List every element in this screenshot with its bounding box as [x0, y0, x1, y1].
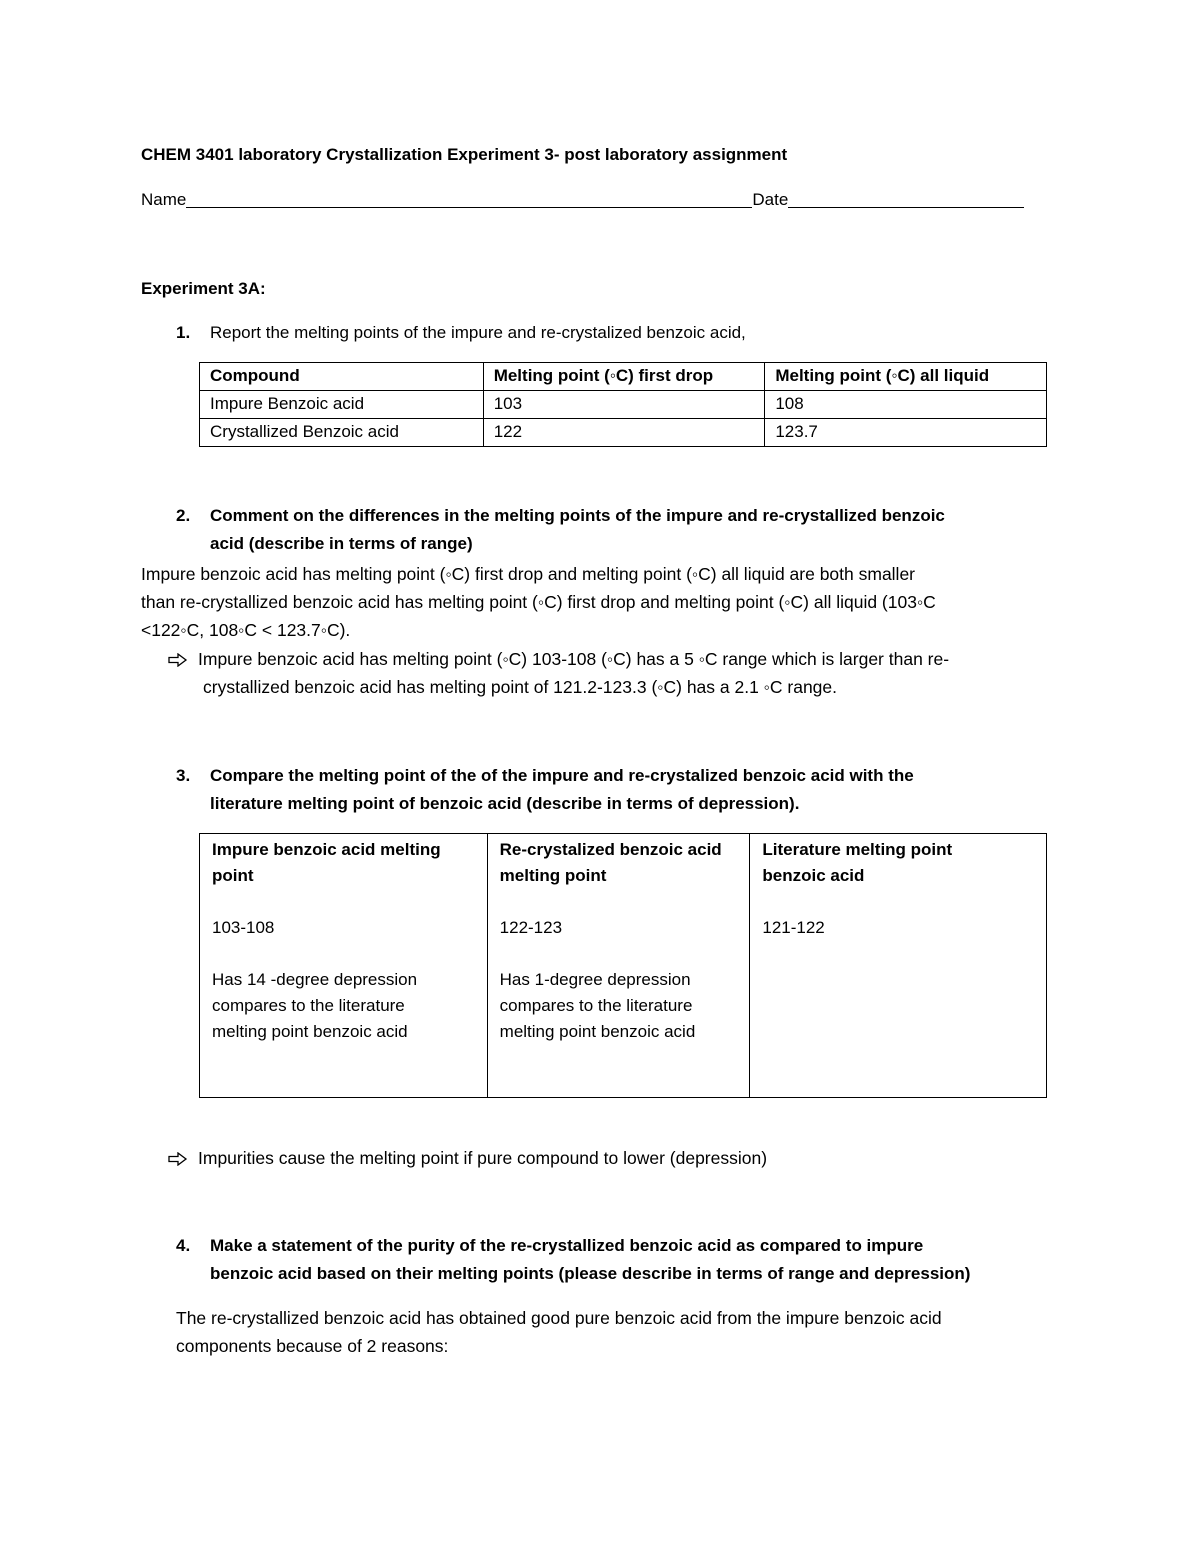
answer-line: Impure benzoic acid has melting point (◦C) first drop and melting point (◦C) all liquid are both smaller	[141, 564, 916, 584]
question-1	[176, 323, 746, 343]
table-cell-recrystalized	[487, 834, 750, 1098]
question-text-continued: literature melting point of benzoic acid (describe in terms of depression).	[210, 794, 800, 813]
arrow-bullet-icon	[168, 1144, 198, 1172]
bullet-text: Impure benzoic acid has melting point (◦C) 103-108 (◦C) has a 5 ◦C range which is larger than re-	[198, 649, 950, 669]
table-header-row	[200, 363, 1047, 391]
cell-header: melting point	[499, 866, 607, 885]
question-4	[176, 1236, 923, 1256]
bullet-item	[168, 645, 949, 673]
question-number: 2.	[176, 506, 191, 525]
question-2	[176, 506, 945, 526]
table-row	[200, 391, 1047, 419]
cell-header: point	[212, 866, 254, 885]
question-text: Compare the melting point of the of the impure and re-crystalized benzoic acid with the	[210, 766, 914, 785]
table-header-cell: Melting point (◦C) first drop	[483, 363, 765, 391]
question-number: 1.	[176, 323, 191, 342]
answer-line: <122◦C, 108◦C < 123.7◦C).	[141, 620, 351, 640]
cell-value: 103-108	[212, 918, 275, 937]
date-field[interactable]	[788, 189, 1024, 208]
date-label: Date	[752, 190, 789, 209]
table-header-cell: Melting point (◦C) all liquid	[765, 363, 1047, 391]
table-cell: 108	[765, 391, 1047, 419]
table-cell: Crystallized Benzoic acid	[200, 419, 484, 447]
page-title: CHEM 3401 laboratory Crystallization Experiment 3- post laboratory assignment	[141, 145, 788, 164]
question-number: 4.	[176, 1236, 191, 1255]
cell-value: 122-123	[499, 918, 563, 937]
table-row	[200, 419, 1047, 447]
cell-note: Has 14 -degree depression	[212, 970, 418, 989]
cell-note: compares to the literature	[212, 996, 405, 1015]
cell-note: melting point benzoic acid	[212, 1022, 408, 1041]
answer-line: than re-crystallized benzoic acid has melting point (◦C) first drop and melting point (◦C) all liquid (103◦C	[141, 592, 936, 612]
cell-header: Re-crystalized benzoic acid	[499, 840, 722, 859]
table-cell: 122	[483, 419, 765, 447]
cell-header: benzoic acid	[762, 866, 865, 885]
melting-point-table	[199, 362, 1047, 447]
question-text: Make a statement of the purity of the re-crystallized benzoic acid as compared to impure	[210, 1236, 924, 1255]
bullet-text: Impurities cause the melting point if pure compound to lower (depression)	[198, 1148, 768, 1168]
cell-note: melting point benzoic acid	[499, 1022, 696, 1041]
cell-note: compares to the literature	[499, 996, 693, 1015]
name-date-line	[141, 189, 1024, 210]
answer-line: The re-crystallized benzoic acid has obtained good pure benzoic acid from the impure benzoic acid	[176, 1308, 942, 1328]
cell-value: 121-122	[762, 918, 825, 937]
question-text: Comment on the differences in the melting points of the impure and re-crystallized benzoic	[210, 506, 945, 525]
name-field[interactable]	[186, 189, 752, 208]
table-cell: Impure Benzoic acid	[200, 391, 484, 419]
question-text-continued: acid (describe in terms of range)	[210, 534, 473, 553]
cell-note: Has 1-degree depression	[499, 970, 691, 989]
bullet-text-continued: crystallized benzoic acid has melting point of 121.2-123.3 (◦C) has a 2.1 ◦C range.	[203, 677, 837, 697]
table-cell: 103	[483, 391, 765, 419]
experiment-heading: Experiment 3A:	[141, 279, 266, 298]
name-label: Name	[141, 190, 187, 209]
table-row	[200, 834, 1047, 1098]
cell-header: Literature melting point	[762, 840, 953, 859]
question-text-continued: benzoic acid based on their melting points (please describe in terms of range and depression)	[210, 1264, 971, 1283]
arrow-bullet-icon	[168, 645, 198, 673]
cell-header: Impure benzoic acid melting	[212, 840, 441, 859]
bullet-item	[168, 1144, 767, 1172]
answer-line: components because of 2 reasons:	[176, 1336, 449, 1356]
question-3	[176, 766, 914, 786]
question-text: Report the melting points of the impure and re-crystalized benzoic acid,	[210, 323, 746, 342]
question-number: 3.	[176, 766, 191, 785]
table-header-cell: Compound	[200, 363, 484, 391]
depression-table	[199, 833, 1047, 1098]
table-cell-impure	[200, 834, 488, 1098]
table-cell: 123.7	[765, 419, 1047, 447]
table-cell-literature	[750, 834, 1047, 1098]
